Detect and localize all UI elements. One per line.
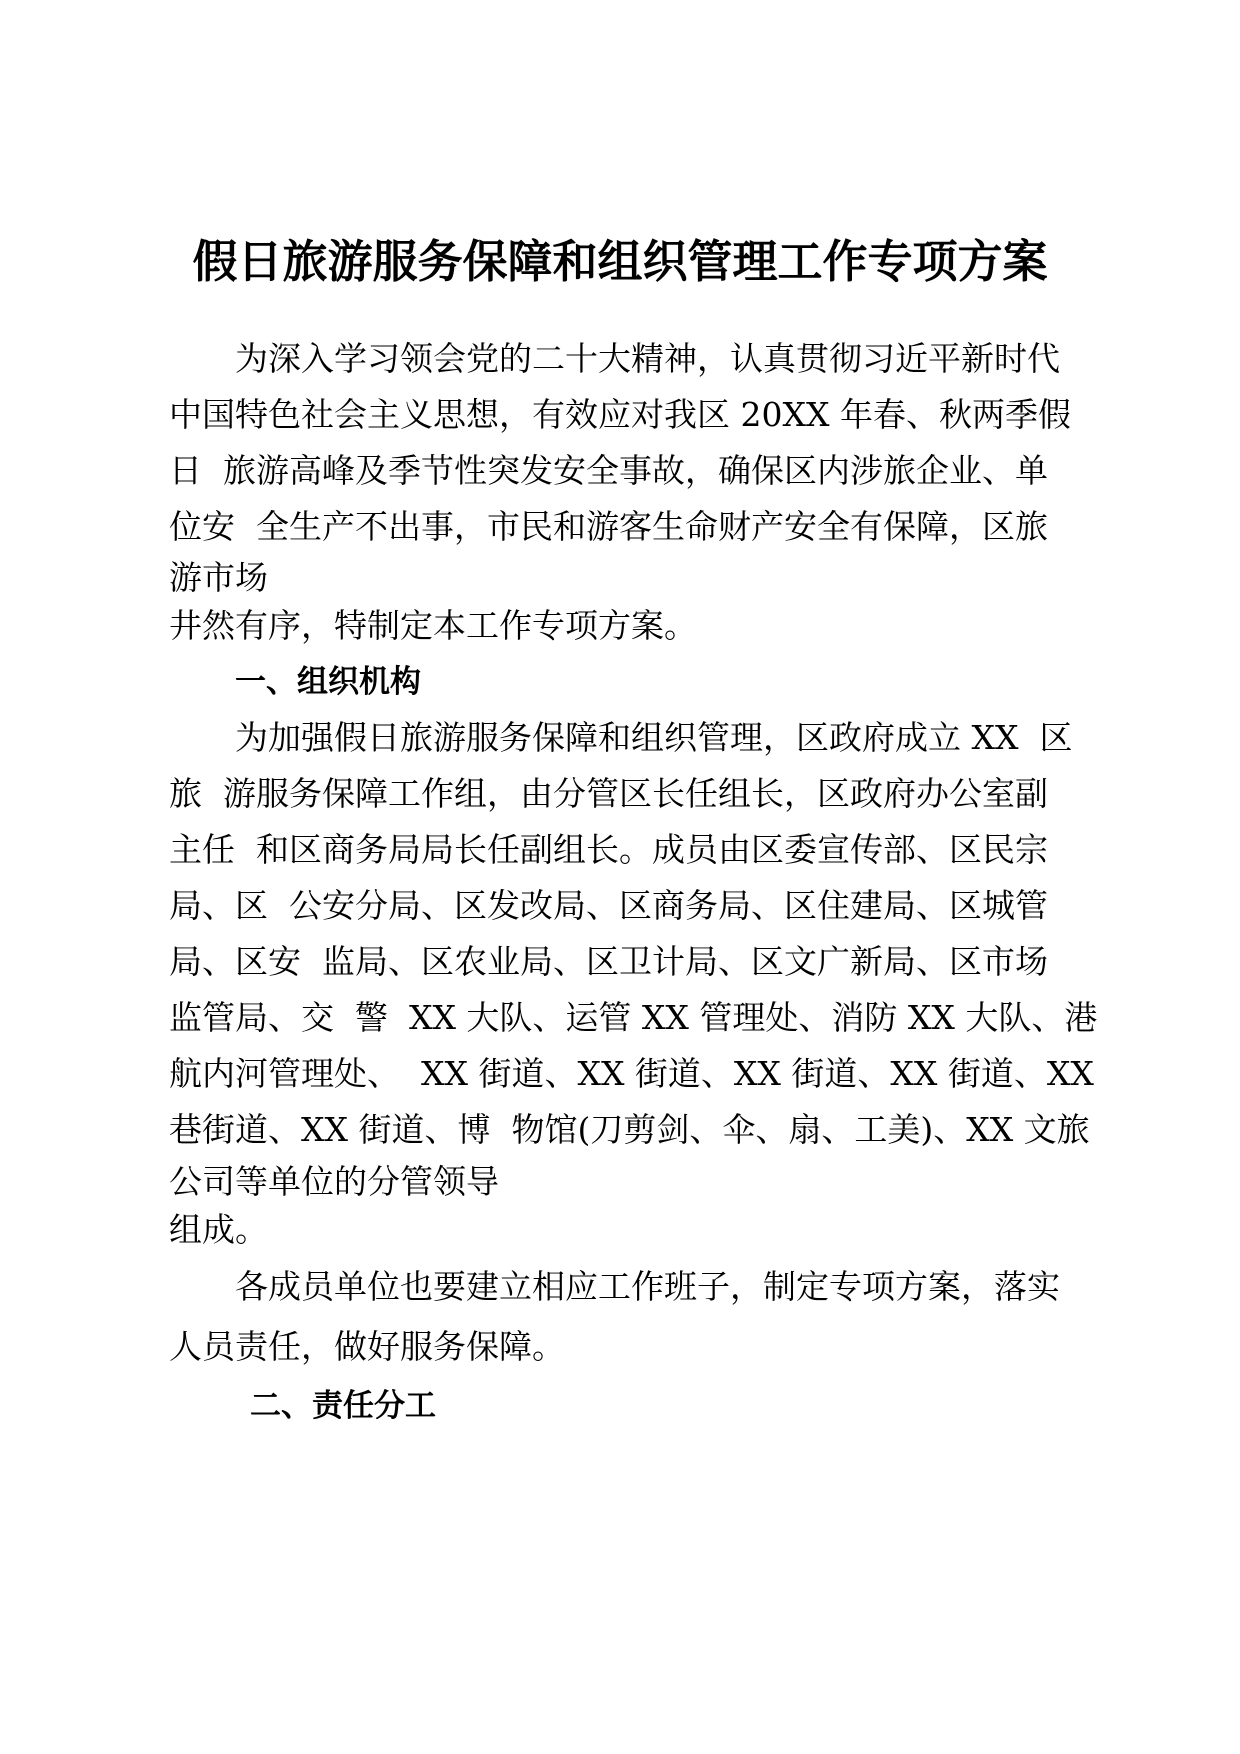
- paragraph-line: 局、区安 监局、区农业局、区卫计局、区文广新局、区市场: [169, 942, 1048, 981]
- paragraph-line: 组成。: [169, 1210, 268, 1249]
- paragraph-line: 为深入学习领会党的二十大精神，认真贯彻习近平新时代: [235, 339, 1060, 378]
- paragraph-line: 航内河管理处、 XX 街道、XX 街道、XX 街道、XX 街道、XX: [169, 1054, 1094, 1093]
- paragraph-line: 中国特色社会主义思想，有效应对我区 20XX 年春、秋两季假: [169, 395, 1071, 434]
- paragraph-line: 为加强假日旅游服务保障和组织管理，区政府成立 XX 区: [235, 718, 1073, 757]
- paragraph-line: 游市场: [169, 558, 268, 597]
- section-heading: 二、责任分工: [250, 1388, 436, 1424]
- paragraph-line: 主任 和区商务局局长任副组长。成员由区委宣传部、区民宗: [169, 830, 1048, 869]
- paragraph-line: 公司等单位的分管领导: [169, 1162, 499, 1201]
- paragraph-line: 日 旅游高峰及季节性突发安全事故，确保区内涉旅企业、单: [169, 451, 1048, 490]
- paragraph-line: 人员责任，做好服务保障。: [169, 1327, 565, 1366]
- section-heading: 一、组织机构: [235, 664, 421, 700]
- paragraph-line: 旅 游服务保障工作组，由分管区长任组长，区政府办公室副: [169, 774, 1048, 813]
- paragraph-line: 位安 全生产不出事，市民和游客生命财产安全有保障，区旅: [169, 507, 1048, 546]
- paragraph-line: 监管局、交 警 XX 大队、运管 XX 管理处、消防 XX 大队、港: [169, 998, 1098, 1037]
- document-title: 假日旅游服务保障和组织管理工作专项方案: [192, 235, 1048, 288]
- paragraph-line: 各成员单位也要建立相应工作班子，制定专项方案，落实: [235, 1267, 1060, 1306]
- paragraph-line: 巷街道、XX 街道、博 物馆(刀剪剑、伞、扇、工美)、XX 文旅: [169, 1110, 1090, 1149]
- paragraph-line: 局、区 公安分局、区发改局、区商务局、区住建局、区城管: [169, 886, 1048, 925]
- paragraph-line: 井然有序，特制定本工作专项方案。: [169, 606, 697, 645]
